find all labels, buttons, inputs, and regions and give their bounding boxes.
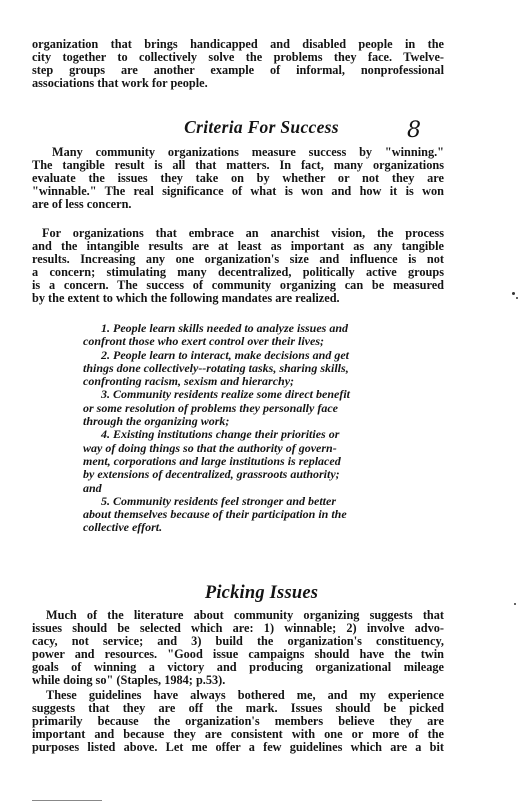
text-line: issues should be selected which are: 1) winnable; 2) involve advo- [32,622,444,636]
text-line: 3. Community residents realize some direct benefit [101,388,350,402]
text-line: The tangible result is all that matters. In fact, many organizations [32,159,444,173]
text-line: collective effort. [83,521,163,535]
scan-speck [512,292,515,295]
text-line: important and because they are consistent with one or more of the [32,728,444,742]
mandate-item [83,428,405,494]
handwritten-page-mark: 8 [407,118,421,143]
text-line: city together to collectively solve the problems they face. Twelve- [32,51,444,65]
mandate-item [83,388,405,428]
text-line: 4. Existing institutions change their priorities or [101,428,340,442]
text-line: confront those who exert control over their lives; [83,335,324,349]
text-line: is a concern. The success of community organizing can be measured [32,279,444,293]
issues-paragraph-2 [32,689,444,754]
issues-paragraph-1 [32,609,444,688]
text-line: results. Increasing any one organization's size and influence is not [32,253,444,267]
mandate-item [83,495,405,535]
mandate-item [83,349,405,389]
scan-speck [516,297,518,299]
text-line: Much of the literature about community organizing suggests that [46,609,444,622]
heading-picking-issues: Picking Issues [204,583,319,603]
text-line: For organizations that embrace an anarchist vision, the process [42,227,444,240]
text-line: and the intangible results are at least as important as any tangible [32,240,444,254]
text-line: purposes listed above. Let me offer a few guidelines which are a bit [32,741,444,755]
text-line: Many community organizations measure success by "winning." [52,146,444,159]
text-line: step groups are another example of informal, nonprofessional [32,64,444,78]
text-line: while doing so" (Staples, 1984; p.53). [32,674,226,688]
bottom-rule [32,800,102,801]
text-line: by the extent to which the following mandates are realized. [32,292,340,306]
text-line: way of doing things so that the authority of govern- [83,441,337,455]
text-line: a concern; stimulating many decentralized, politically active groups [32,266,444,280]
criteria-paragraph-1 [32,146,444,211]
text-line: through the organizing work; [83,415,230,429]
text-line: or some resolution of problems they personally face [83,401,338,415]
text-line: evaluate the issues they take on by whether or not they are [32,172,444,186]
text-line: cacy, not service; and 3) build the organization's constituency, [32,635,444,649]
text-line: goals of winning a victory and producing organizational mileage [32,661,444,675]
text-line: associations that work for people. [32,77,208,91]
text-line: 2. People learn to interact, make decisions and get [101,348,349,362]
text-line: These guidelines have always bothered me, and my experience [46,689,444,702]
text-line: are of less concern. [32,198,132,212]
text-line: suggests that they are off the mark. Issues should be picked [32,702,444,716]
mandates-list [83,322,405,535]
top-paragraph [32,38,444,90]
text-line: 5. Community residents feel stronger and better [101,494,337,508]
text-line: by extensions of decentralized, grassroots authority; [83,468,340,482]
heading-criteria-for-success: Criteria For Success [184,117,339,137]
text-line: things done collectively--rotating tasks, sharing skills, [83,361,349,375]
text-line: organization that brings handicapped and disabled people in the [32,38,444,51]
text-line: 1. People learn skills needed to analyze issues and [101,322,348,335]
text-line: primarily because the organization's members believe they are [32,715,444,729]
criteria-paragraph-2 [32,227,444,306]
scan-speck [514,603,516,605]
text-line: "winnable." The real significance of what is won and how it is won [32,185,444,199]
text-line: power and resources. "Good issue campaigns should have the twin [32,648,444,662]
text-line: confronting racism, sexism and hierarchy; [83,375,295,389]
mandate-item [83,322,405,349]
text-line: and [83,481,102,495]
text-line: ment, corporations and large institutions is replaced [83,454,341,468]
text-line: about themselves because of their participation in the [83,508,347,522]
